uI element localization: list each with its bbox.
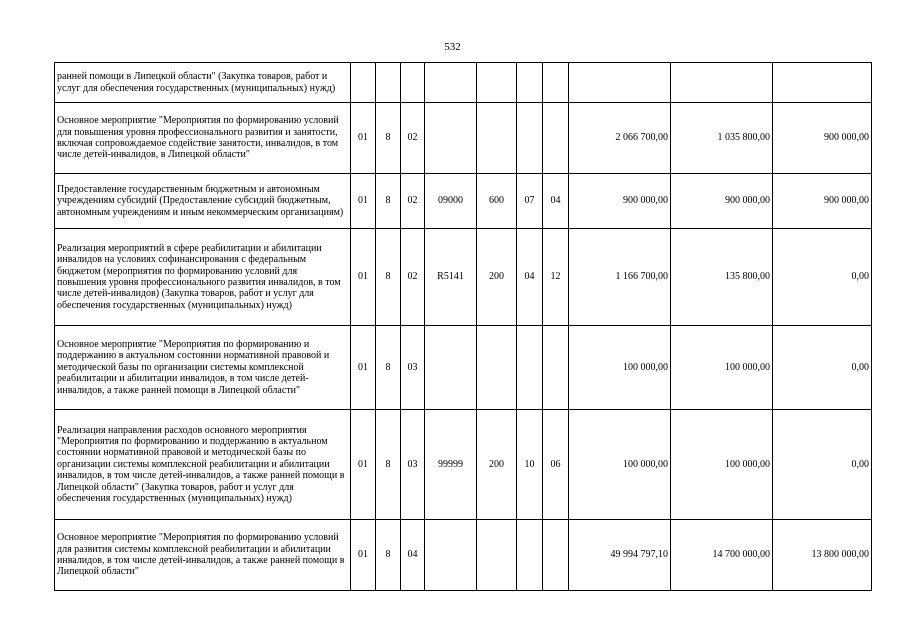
table-row — [55, 103, 872, 174]
amount-year-1 — [569, 63, 671, 103]
row-description: Реализация мероприятий в сфере реабилитации и абилитации инвалидов на условиях софинансирования с федеральным бюджетом (мероприятия по формированию условий для повышения уровня профессионального развития инвалидов, в том числе детей-инвалидов) (Закупка товаров, работ и услуг для обеспечения государственных (муниципальных) нужд) — [55, 229, 351, 326]
code-direction — [425, 103, 477, 174]
code-section — [517, 103, 543, 174]
amount-year-1: 2 066 700,00 — [569, 103, 671, 174]
amount-year-3: 13 800 000,00 — [773, 520, 872, 591]
code-event: 03 — [401, 410, 425, 520]
row-description: Реализация направления расходов основного мероприятия "Мероприятия по формированию и поддержанию в актуальном состоянии нормативной правовой и методической базы по организации системы комплексной реабилитации и абилитации инвалидов, в том числе детей-инвалидов, а также ранней помощи в Липецкой области" (Закупка товаров, работ и услуг для обеспечения государственных (муниципальных) нужд) — [55, 410, 351, 520]
code-event: 04 — [401, 520, 425, 591]
page-number: 532 — [444, 41, 461, 53]
code-direction — [425, 326, 477, 410]
code-subsection — [543, 63, 569, 103]
code-event: 02 — [401, 174, 425, 229]
row-description: Основное мероприятие "Мероприятия по формированию и поддержанию в актуальном состоянии нормативной правовой и методической базы по организации системы комплексной реабилитации и абилитации инвалидов, в том числе детей-инвалидов, а также ранней помощи в Липецкой области" — [55, 326, 351, 410]
code-section — [517, 520, 543, 591]
code-section: 04 — [517, 229, 543, 326]
amount-year-3: 0,00 — [773, 326, 872, 410]
code-subsection: 12 — [543, 229, 569, 326]
amount-year-2: 135 800,00 — [671, 229, 773, 326]
code-expense-type: 200 — [477, 229, 517, 326]
code-subsection — [543, 520, 569, 591]
code-event — [401, 63, 425, 103]
amount-year-3: 0,00 — [773, 229, 872, 326]
code-event: 02 — [401, 103, 425, 174]
row-description: ранней помощи в Липецкой области" (Закупка товаров, работ и услуг для обеспечения государственных (муниципальных) нужд) — [55, 63, 351, 103]
code-subsection: 04 — [543, 174, 569, 229]
code-subprogram: 8 — [376, 410, 401, 520]
code-section: 07 — [517, 174, 543, 229]
code-subprogram — [376, 63, 401, 103]
amount-year-3: 0,00 — [773, 410, 872, 520]
code-expense-type — [477, 520, 517, 591]
code-direction: 99999 — [425, 410, 477, 520]
code-subprogram: 8 — [376, 520, 401, 591]
row-description: Предоставление государственным бюджетным и автономным учреждениям субсидий (Предоставление субсидий бюджетным, автономным учреждениям и иным некоммерческим организациям) — [55, 174, 351, 229]
code-subsection — [543, 103, 569, 174]
amount-year-2: 900 000,00 — [671, 174, 773, 229]
code-subprogram: 8 — [376, 229, 401, 326]
amount-year-3 — [773, 63, 872, 103]
code-subsection: 06 — [543, 410, 569, 520]
code-expense-type — [477, 326, 517, 410]
row-description: Основное мероприятие "Мероприятия по формированию условий для развития системы комплексной реабилитации и абилитации инвалидов, в том числе детей-инвалидов, а также ранней помощи в Липецкой области" — [55, 520, 351, 591]
amount-year-2 — [671, 63, 773, 103]
table-row — [55, 326, 872, 410]
code-section: 10 — [517, 410, 543, 520]
table-row — [55, 63, 872, 103]
code-direction: 09000 — [425, 174, 477, 229]
code-expense-type: 600 — [477, 174, 517, 229]
code-subprogram: 8 — [376, 103, 401, 174]
amount-year-2: 100 000,00 — [671, 410, 773, 520]
table-row — [55, 174, 872, 229]
code-direction: R5141 — [425, 229, 477, 326]
amount-year-2: 14 700 000,00 — [671, 520, 773, 591]
table-row — [55, 520, 872, 591]
amount-year-1: 900 000,00 — [569, 174, 671, 229]
code-subprogram: 8 — [376, 326, 401, 410]
code-program: 01 — [351, 410, 376, 520]
amount-year-2: 1 035 800,00 — [671, 103, 773, 174]
code-section — [517, 63, 543, 103]
code-subprogram: 8 — [376, 174, 401, 229]
code-expense-type: 200 — [477, 410, 517, 520]
code-event: 03 — [401, 326, 425, 410]
amount-year-1: 100 000,00 — [569, 410, 671, 520]
code-direction — [425, 63, 477, 103]
code-program: 01 — [351, 520, 376, 591]
amount-year-3: 900 000,00 — [773, 174, 872, 229]
code-direction — [425, 520, 477, 591]
amount-year-3: 900 000,00 — [773, 103, 872, 174]
code-subsection — [543, 326, 569, 410]
row-description: Основное мероприятие "Мероприятия по формированию условий для повышения уровня профессионального развития и занятости, включая сопровождаемое содействие занятости, инвалидов, в том числе детей-инвалидов, в Липецкой области" — [55, 103, 351, 174]
code-program: 01 — [351, 229, 376, 326]
amount-year-1: 100 000,00 — [569, 326, 671, 410]
code-event: 02 — [401, 229, 425, 326]
budget-table — [54, 62, 872, 591]
amount-year-1: 1 166 700,00 — [569, 229, 671, 326]
amount-year-2: 100 000,00 — [671, 326, 773, 410]
code-section — [517, 326, 543, 410]
table-row — [55, 229, 872, 326]
code-program — [351, 63, 376, 103]
code-expense-type — [477, 63, 517, 103]
code-program: 01 — [351, 326, 376, 410]
code-program: 01 — [351, 174, 376, 229]
amount-year-1: 49 994 797,10 — [569, 520, 671, 591]
table-row — [55, 410, 872, 520]
code-program: 01 — [351, 103, 376, 174]
code-expense-type — [477, 103, 517, 174]
